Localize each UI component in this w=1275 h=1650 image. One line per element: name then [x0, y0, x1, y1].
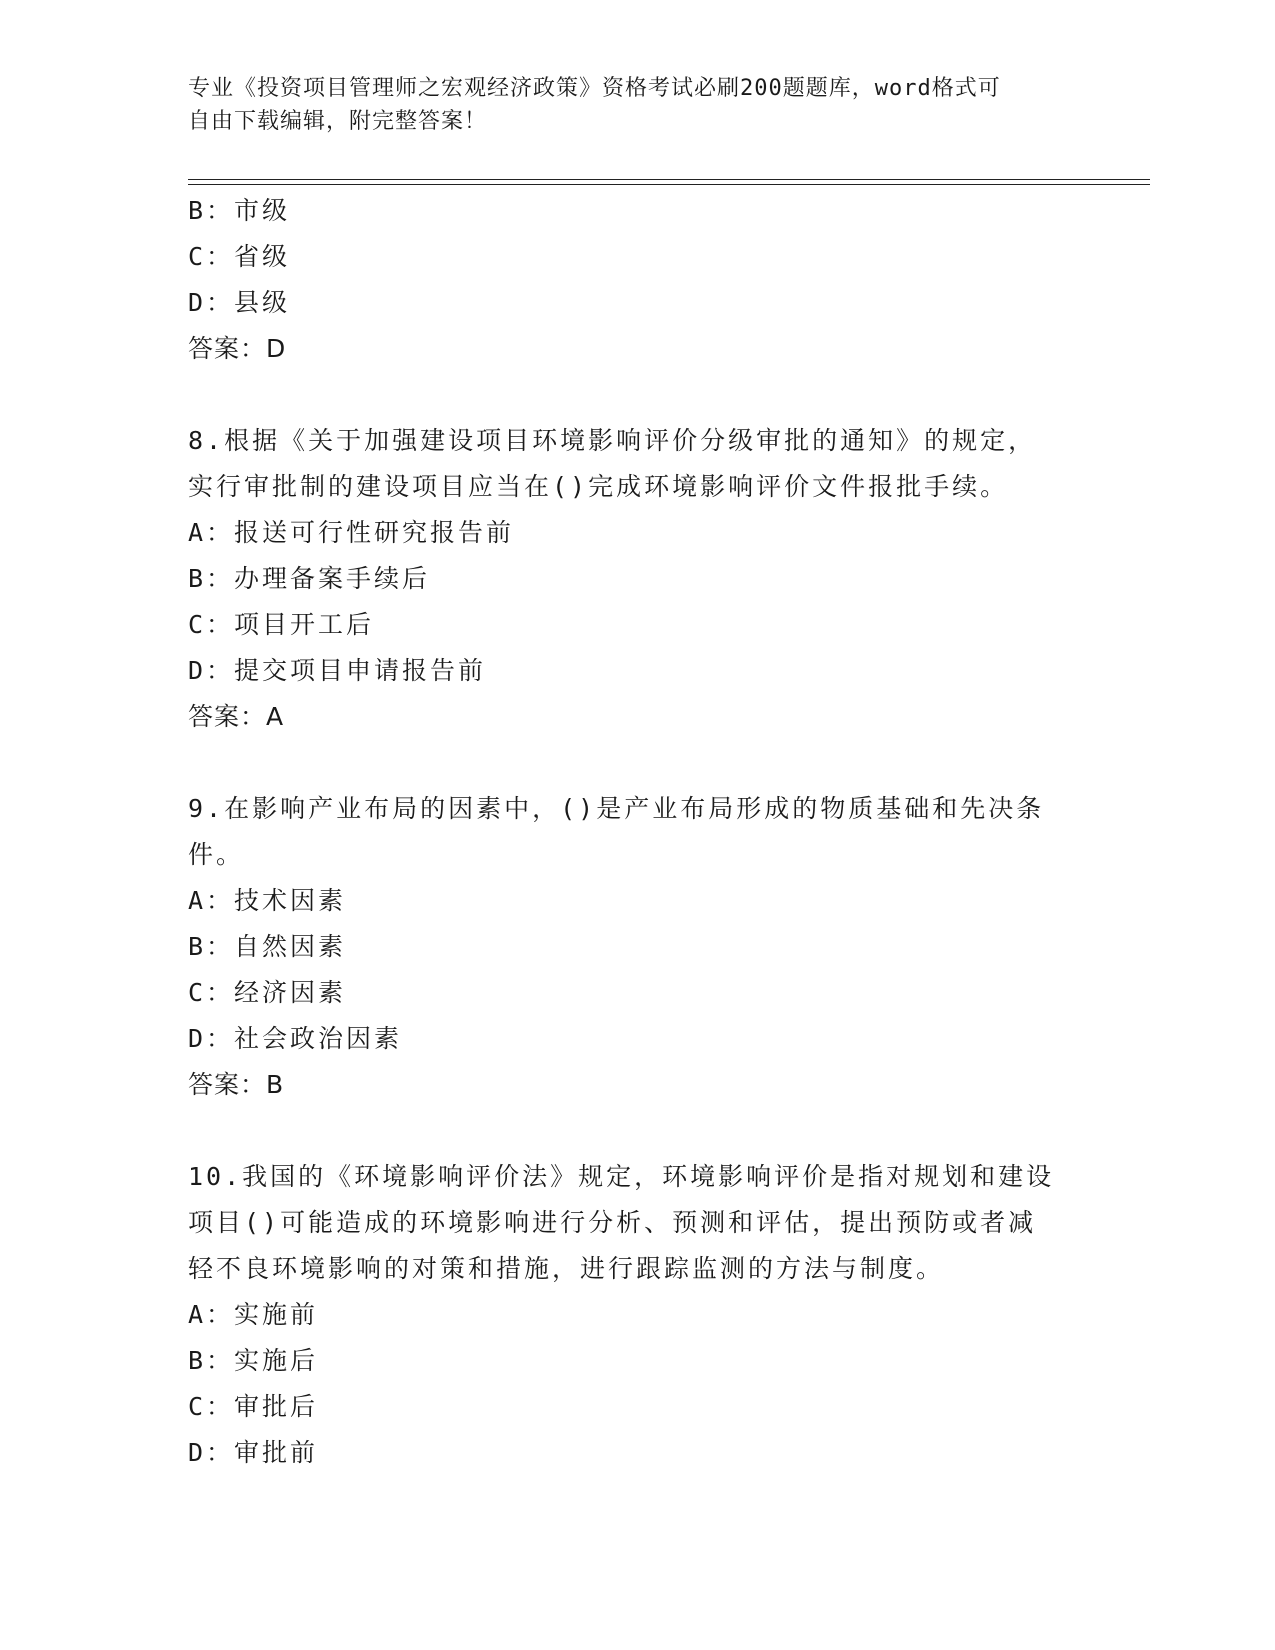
header-rule-top — [188, 179, 1150, 180]
question-stem-line: 8.根据《关于加强建设项目环境影响评价分级审批的通知》的规定， — [188, 426, 1037, 455]
option-c: C：审批后 — [188, 1392, 319, 1421]
option-d: D：县级 — [188, 288, 291, 317]
option-c: C：项目开工后 — [188, 610, 375, 639]
option-c: C：省级 — [188, 242, 291, 271]
question-list — [188, 188, 1088, 1476]
option-a: A：实施前 — [188, 1300, 319, 1329]
spacer — [188, 740, 1088, 786]
header-line-1: 专业《投资项目管理师之宏观经济政策》资格考试必刷200题题库，word格式可 — [188, 76, 1001, 101]
option-a: A：技术因素 — [188, 886, 347, 915]
question-9 — [188, 786, 1088, 1108]
option-d: D：提交项目申请报告前 — [188, 656, 487, 685]
option-b: B：自然因素 — [188, 932, 347, 961]
answer-line: 答案：D — [188, 334, 287, 363]
header-line-2: 自由下载编辑，附完整答案！ — [188, 109, 488, 134]
question-stem-line: 10.我国的《环境影响评价法》规定，环境影响评价是指对规划和建设 — [188, 1162, 1055, 1191]
option-b: B：市级 — [188, 196, 291, 225]
question-stem-line: 轻不良环境影响的对策和措施，进行跟踪监测的方法与制度。 — [188, 1254, 945, 1283]
answer-line: 答案：B — [188, 1070, 285, 1099]
question-stem-line: 实行审批制的建设项目应当在()完成环境影响评价文件报批手续。 — [188, 472, 1009, 501]
question-10 — [188, 1154, 1088, 1476]
document-header — [188, 72, 1088, 138]
question-7-tail — [188, 188, 1088, 372]
question-stem-line: 件。 — [188, 840, 245, 869]
option-d: D：社会政治因素 — [188, 1024, 403, 1053]
option-a: A：报送可行性研究报告前 — [188, 518, 515, 547]
option-b: B：办理备案手续后 — [188, 564, 431, 593]
header-rule-bottom — [188, 184, 1150, 185]
answer-line: 答案：A — [188, 702, 285, 731]
option-b: B：实施后 — [188, 1346, 319, 1375]
question-stem-line: 项目()可能造成的环境影响进行分析、预测和评估，提出预防或者减 — [188, 1208, 1037, 1237]
spacer — [188, 1108, 1088, 1154]
option-d: D：审批前 — [188, 1438, 319, 1467]
question-8 — [188, 418, 1088, 740]
option-c: C：经济因素 — [188, 978, 347, 1007]
spacer — [188, 372, 1088, 418]
question-stem-line: 9.在影响产业布局的因素中，()是产业布局形成的物质基础和先决条 — [188, 794, 1045, 823]
